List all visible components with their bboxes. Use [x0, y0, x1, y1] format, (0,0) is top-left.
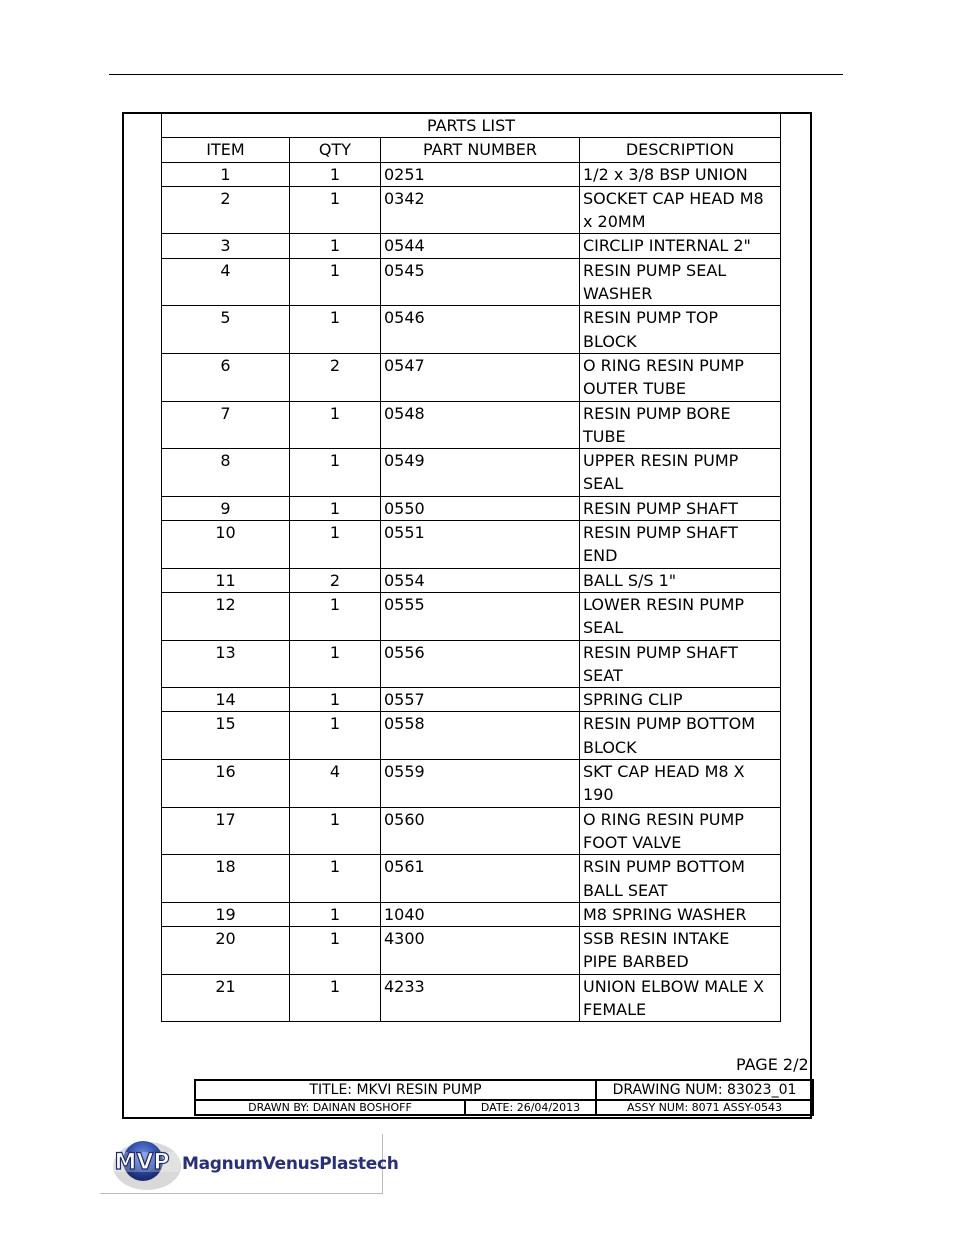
item-cell: 17: [162, 807, 290, 855]
parts-list-title: PARTS LIST: [162, 114, 781, 138]
item-cell: 11: [162, 568, 290, 592]
description-line: FEMALE: [583, 999, 647, 1019]
description-cell: [580, 712, 781, 760]
part-number-cell: 0551: [381, 521, 580, 569]
parts-list-table: [161, 114, 781, 1022]
description-line: BLOCK: [583, 737, 637, 757]
header-part-number: PART NUMBER: [381, 138, 580, 162]
description-line: RESIN PUMP SHAFT: [583, 498, 738, 518]
description-line: LOWER RESIN PUMP: [583, 594, 745, 614]
qty-cell: 1: [290, 592, 381, 640]
qty-cell: 1: [290, 162, 381, 186]
table-row: [162, 186, 781, 234]
description-cell: [580, 234, 781, 258]
description-cell: [580, 592, 781, 640]
description-line: RESIN PUMP SEAL: [583, 260, 727, 280]
description-line: SPRING CLIP: [583, 690, 683, 710]
item-cell: 6: [162, 353, 290, 401]
description-line: OUTER TUBE: [583, 379, 686, 399]
header-item: ITEM: [162, 138, 290, 162]
qty-cell: 1: [290, 640, 381, 688]
table-row: [162, 401, 781, 449]
table-row: [162, 688, 781, 712]
logo-badge-text: MVP: [114, 1150, 170, 1175]
part-number-cell: 0546: [381, 306, 580, 354]
qty-cell: 1: [290, 855, 381, 903]
part-number-cell: 0251: [381, 162, 580, 186]
description-cell: [580, 162, 781, 186]
item-cell: 10: [162, 521, 290, 569]
description-line: RESIN PUMP BORE: [583, 403, 731, 423]
description-cell: [580, 927, 781, 975]
table-row: [162, 496, 781, 520]
table-row: [162, 353, 781, 401]
drawing-date: DATE: 26/04/2013: [465, 1100, 596, 1115]
item-cell: 2: [162, 186, 290, 234]
description-line: O RING RESIN PUMP: [583, 355, 744, 375]
item-cell: 12: [162, 592, 290, 640]
part-number-cell: 0561: [381, 855, 580, 903]
description-line: SKT CAP HEAD M8 X: [583, 762, 745, 782]
description-line: RESIN PUMP BOTTOM: [583, 714, 756, 734]
description-cell: [580, 974, 781, 1022]
description-line: PIPE BARBED: [583, 952, 689, 972]
description-cell: [580, 688, 781, 712]
qty-cell: 1: [290, 688, 381, 712]
part-number-cell: 1040: [381, 902, 580, 926]
part-number-cell: 0544: [381, 234, 580, 258]
qty-cell: 1: [290, 902, 381, 926]
item-cell: 20: [162, 927, 290, 975]
description-line: CIRCLIP INTERNAL 2": [583, 236, 751, 256]
item-cell: 8: [162, 449, 290, 497]
qty-cell: 1: [290, 234, 381, 258]
part-number-cell: 0545: [381, 258, 580, 306]
qty-cell: 1: [290, 449, 381, 497]
company-logo: [100, 1134, 399, 1194]
description-line: x 20MM: [583, 212, 646, 232]
part-number-cell: 0559: [381, 760, 580, 808]
table-row: [162, 760, 781, 808]
description-cell: [580, 353, 781, 401]
qty-cell: 1: [290, 306, 381, 354]
description-cell: [580, 258, 781, 306]
part-number-cell: 0560: [381, 807, 580, 855]
qty-cell: 2: [290, 353, 381, 401]
qty-cell: 1: [290, 712, 381, 760]
description-line: 190: [583, 785, 614, 805]
qty-cell: 1: [290, 807, 381, 855]
description-line: RESIN PUMP TOP: [583, 308, 719, 328]
qty-cell: 1: [290, 974, 381, 1022]
description-cell: [580, 807, 781, 855]
item-cell: 4: [162, 258, 290, 306]
table-row: [162, 162, 781, 186]
title-block: [194, 1079, 814, 1116]
table-row: [162, 306, 781, 354]
table-row: [162, 568, 781, 592]
table-row: [162, 807, 781, 855]
description-line: SEAT: [583, 665, 623, 685]
drawing-number: DRAWING NUM: 83023_01: [596, 1080, 813, 1100]
header-qty: QTY: [290, 138, 381, 162]
assembly-number: ASSY NUM: 8071 ASSY-0543: [596, 1100, 813, 1115]
description-cell: [580, 640, 781, 688]
qty-cell: 1: [290, 927, 381, 975]
header-description: DESCRIPTION: [580, 138, 781, 162]
description-line: SSB RESIN INTAKE: [583, 929, 730, 949]
description-line: TUBE: [583, 426, 626, 446]
description-cell: [580, 568, 781, 592]
item-cell: 21: [162, 974, 290, 1022]
page-number: PAGE 2/2: [736, 1055, 809, 1074]
qty-cell: 1: [290, 521, 381, 569]
description-line: FOOT VALVE: [583, 832, 682, 852]
part-number-cell: 0548: [381, 401, 580, 449]
table-row: [162, 712, 781, 760]
part-number-cell: 0555: [381, 592, 580, 640]
logo-wordmark: MagnumVenusPlastech: [182, 1154, 399, 1174]
item-cell: 18: [162, 855, 290, 903]
description-cell: [580, 186, 781, 234]
item-cell: 13: [162, 640, 290, 688]
qty-cell: 4: [290, 760, 381, 808]
description-cell: [580, 306, 781, 354]
description-line: RESIN PUMP SHAFT: [583, 642, 738, 662]
item-cell: 3: [162, 234, 290, 258]
header-rule: [109, 74, 843, 75]
part-number-cell: 0342: [381, 186, 580, 234]
qty-cell: 1: [290, 496, 381, 520]
description-cell: [580, 496, 781, 520]
description-line: M8 SPRING WASHER: [583, 904, 747, 924]
table-row: [162, 855, 781, 903]
description-cell: [580, 855, 781, 903]
qty-cell: 1: [290, 258, 381, 306]
part-number-cell: 4300: [381, 927, 580, 975]
table-row: [162, 258, 781, 306]
part-number-cell: 0556: [381, 640, 580, 688]
description-line: SOCKET CAP HEAD M8: [583, 188, 764, 208]
description-cell: [580, 449, 781, 497]
table-row: [162, 449, 781, 497]
item-cell: 15: [162, 712, 290, 760]
table-row: [162, 592, 781, 640]
mvp-badge-icon: [100, 1134, 190, 1194]
description-cell: [580, 521, 781, 569]
description-line: BALL S/S 1": [583, 570, 677, 590]
description-line: BLOCK: [583, 331, 637, 351]
part-number-cell: 0558: [381, 712, 580, 760]
drawing-title: TITLE: MKVI RESIN PUMP: [195, 1080, 596, 1100]
description-cell: [580, 760, 781, 808]
table-row: [162, 974, 781, 1022]
drawn-by: DRAWN BY: DAINAN BOSHOFF: [195, 1100, 465, 1115]
table-row: [162, 234, 781, 258]
qty-cell: 1: [290, 186, 381, 234]
description-line: SEAL: [583, 474, 624, 494]
item-cell: 16: [162, 760, 290, 808]
description-line: WASHER: [583, 284, 653, 304]
description-line: END: [583, 546, 618, 566]
item-cell: 5: [162, 306, 290, 354]
description-line: 1/2 x 3/8 BSP UNION: [583, 164, 748, 184]
part-number-cell: 0554: [381, 568, 580, 592]
table-row: [162, 902, 781, 926]
item-cell: 9: [162, 496, 290, 520]
description-line: RESIN PUMP SHAFT: [583, 523, 738, 543]
item-cell: 1: [162, 162, 290, 186]
part-number-cell: 4233: [381, 974, 580, 1022]
table-row: [162, 521, 781, 569]
description-cell: [580, 401, 781, 449]
part-number-cell: 0549: [381, 449, 580, 497]
description-line: RSIN PUMP BOTTOM: [583, 857, 745, 877]
qty-cell: 1: [290, 401, 381, 449]
description-line: O RING RESIN PUMP: [583, 809, 744, 829]
part-number-cell: 0547: [381, 353, 580, 401]
description-cell: [580, 902, 781, 926]
qty-cell: 2: [290, 568, 381, 592]
part-number-cell: 0550: [381, 496, 580, 520]
table-row: [162, 927, 781, 975]
table-row: [162, 640, 781, 688]
part-number-cell: 0557: [381, 688, 580, 712]
item-cell: 14: [162, 688, 290, 712]
item-cell: 7: [162, 401, 290, 449]
description-line: SEAL: [583, 618, 624, 638]
description-line: UPPER RESIN PUMP: [583, 451, 739, 471]
item-cell: 19: [162, 902, 290, 926]
description-line: UNION ELBOW MALE X: [583, 976, 765, 996]
description-line: BALL SEAT: [583, 880, 668, 900]
parts-list-body: [162, 162, 781, 1022]
